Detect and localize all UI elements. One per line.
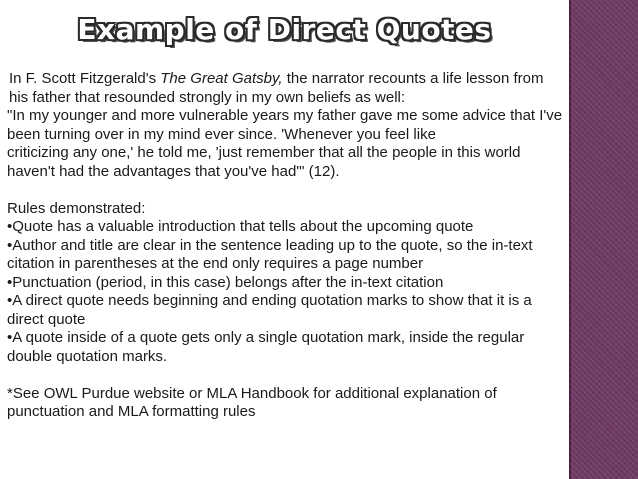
slide-title: Example of Direct Quotes bbox=[77, 13, 492, 46]
quote-line-2: criticizing any one,' he told me, 'just remember that all the people in this world haven't had the advantages that you've had'" (12). bbox=[7, 144, 521, 180]
rule-item: •Author and title are clear in the sentence leading up to the quote, so the in-text citation in parentheses at the end only requires a page number bbox=[7, 236, 533, 272]
rule-item: •A direct quote needs beginning and ending quotation marks to show that it is a direct quote bbox=[7, 292, 532, 328]
spacer bbox=[7, 366, 565, 385]
spacer bbox=[7, 181, 565, 200]
slide-body bbox=[7, 70, 565, 422]
book-title: The Great Gatsby, bbox=[160, 70, 283, 87]
rule-item: •Punctuation (period, in this case) belongs after the in-text citation bbox=[7, 273, 444, 291]
rules-heading: Rules demonstrated: bbox=[7, 199, 146, 217]
intro-suffix: the narrator recounts a life lesson from his father that resounded strongly in my own beliefs as well: bbox=[9, 70, 544, 106]
rule-item: •A quote inside of a quote gets only a single quotation mark, inside the regular double quotation marks. bbox=[7, 329, 525, 365]
intro-prefix: In F. Scott Fitzgerald's bbox=[9, 70, 161, 87]
footnote: *See OWL Purdue website or MLA Handbook for additional explanation of punctuation and MLA formatting rules bbox=[7, 384, 497, 420]
quote-line-1: "In my younger and more vulnerable years my father gave me some advice that I've been turning over in my mind ever since. 'Whenever you feel like bbox=[7, 107, 563, 143]
rule-item: •Quote has a valuable introduction that tells about the upcoming quote bbox=[7, 218, 474, 235]
intro-paragraph bbox=[7, 70, 565, 107]
decorative-side-band bbox=[569, 0, 638, 479]
